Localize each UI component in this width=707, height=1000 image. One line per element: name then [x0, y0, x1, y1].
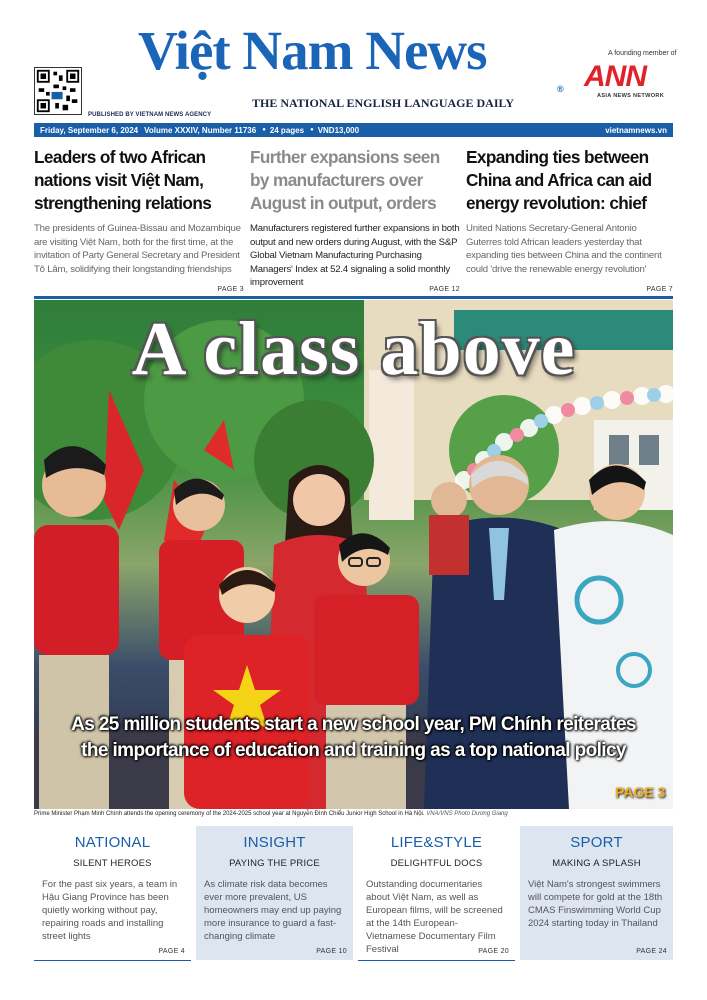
caption-text: Prime Minister Phạm Minh Chính attends the opening ceremony of the 2024-2025 school year at Nguyễn Đình Chiểu Junior High School in Hà Nội. [34, 811, 425, 817]
photo-credit: VNA/VNS Photo Dương Giang [426, 811, 508, 817]
section-national[interactable] [34, 826, 191, 960]
hero-subhead-line: As 25 million students start a new school year, PM Chính reiterates [71, 714, 636, 735]
section-page-ref: PAGE 24 [636, 948, 667, 955]
bullet-icon: ● [262, 127, 266, 133]
story-page-ref: PAGE 7 [646, 286, 673, 293]
section-teaser: For the past six years, a team in Hậu Giang Province has been quietly working without pay, repairing roads and installing street lights [42, 879, 178, 942]
masthead-tagline: THE NATIONAL ENGLISH LANGUAGE DAILY [252, 96, 515, 110]
section-subtitle: MAKING A SPLASH [552, 858, 641, 869]
hero-subhead [34, 712, 673, 764]
photo-caption [34, 811, 508, 817]
section-title[interactable]: LIFE&STYLE [390, 834, 483, 851]
story-summary: United Nations Secretary-General Antonio Guterres told African leaders yesterday that expanding ties between China and the continent could 'drive the renewable energy revolution' [466, 223, 662, 275]
section-life-style[interactable] [358, 826, 515, 960]
section-page-ref: PAGE 4 [158, 948, 185, 955]
ann-logo: ANN [584, 60, 646, 93]
qr-code [34, 67, 82, 115]
section-title[interactable]: NATIONAL [74, 834, 151, 851]
registered-mark: ® [557, 84, 564, 94]
section-title[interactable]: SPORT [570, 834, 623, 851]
hero-photo[interactable] [34, 300, 673, 809]
section-teaser: As climate risk data becomes ever more prevalent, US homeowners may end up paying more insurance to guard a fast-changing climate [204, 879, 342, 942]
website-link[interactable]: vietnamnews.vn [605, 125, 667, 135]
divider [34, 960, 191, 961]
story-headline[interactable]: Leaders of two African nations visit Việt Nam, strengthening relations [34, 147, 212, 213]
top-story-manufacturers[interactable] [250, 146, 460, 293]
masthead-title: Việt Nam News [138, 20, 487, 81]
section-page-ref: PAGE 10 [316, 948, 347, 955]
top-story-china-africa[interactable] [466, 146, 673, 293]
section-page-ref: PAGE 20 [478, 948, 509, 955]
story-summary: The presidents of Guinea-Bissau and Mozambique are visiting Việt Nam, both for the first time, at the invitation of Party General Secretary and President Tô Lâm, solidifying their longstanding friendships [34, 223, 241, 275]
section-insight[interactable] [196, 826, 353, 960]
issue-volume: Volume XXXIV, Number 11736 [144, 125, 257, 135]
issue-date: Friday, September 6, 2024 [40, 125, 139, 135]
section-subtitle: SILENT HEROES [73, 858, 152, 869]
story-page-ref: PAGE 12 [429, 286, 460, 293]
hero-subhead-line: the importance of education and training as a top national policy [81, 740, 626, 761]
section-title[interactable]: INSIGHT [243, 834, 306, 851]
top-story-africa-visit[interactable] [34, 146, 244, 293]
section-sport[interactable] [520, 826, 673, 960]
section-teaser: Outstanding documentaries about Việt Nam, as well as European films, will be screened at the 14th European-Vietnamese Documentary Film Festival [366, 879, 503, 955]
hero-headline[interactable]: A class above [131, 307, 576, 391]
issue-pages: 24 pages [269, 125, 305, 135]
divider [34, 296, 673, 299]
story-headline[interactable]: Further expansions seen by manufacturers over August in output, orders [250, 147, 440, 213]
issue-price: VND13,000 [317, 125, 360, 135]
qr-code-icon [35, 68, 81, 114]
story-page-ref: PAGE 3 [217, 286, 244, 293]
section-subtitle: PAYING THE PRICE [229, 858, 320, 869]
section-teaser: Việt Nam's strongest swimmers will compete for gold at the 18th CMAS Finswimming World Cup 2024 starting today in Thailand [528, 879, 663, 929]
issue-info-bar [34, 123, 673, 137]
hero-page-ref: PAGE 3 [615, 784, 666, 800]
publisher-line: PUBLISHED BY VIETNAM NEWS AGENCY [88, 112, 212, 118]
ann-subtitle: ASIA NEWS NETWORK [597, 93, 665, 99]
story-headline[interactable]: Expanding ties between China and Africa can aid energy revolution: chief [466, 147, 652, 213]
bullet-icon: ● [310, 127, 314, 133]
section-subtitle: DELIGHTFUL DOCS [390, 858, 483, 869]
ann-founding-text: A founding member of [608, 50, 677, 57]
story-summary: Manufacturers registered further expansions in both output and new orders during August, with the S&P Global Vietnam Manufacturing Purchasing Managers' Index at 52.4 signaling a solid monthly improvement [250, 223, 460, 288]
divider [358, 960, 515, 961]
